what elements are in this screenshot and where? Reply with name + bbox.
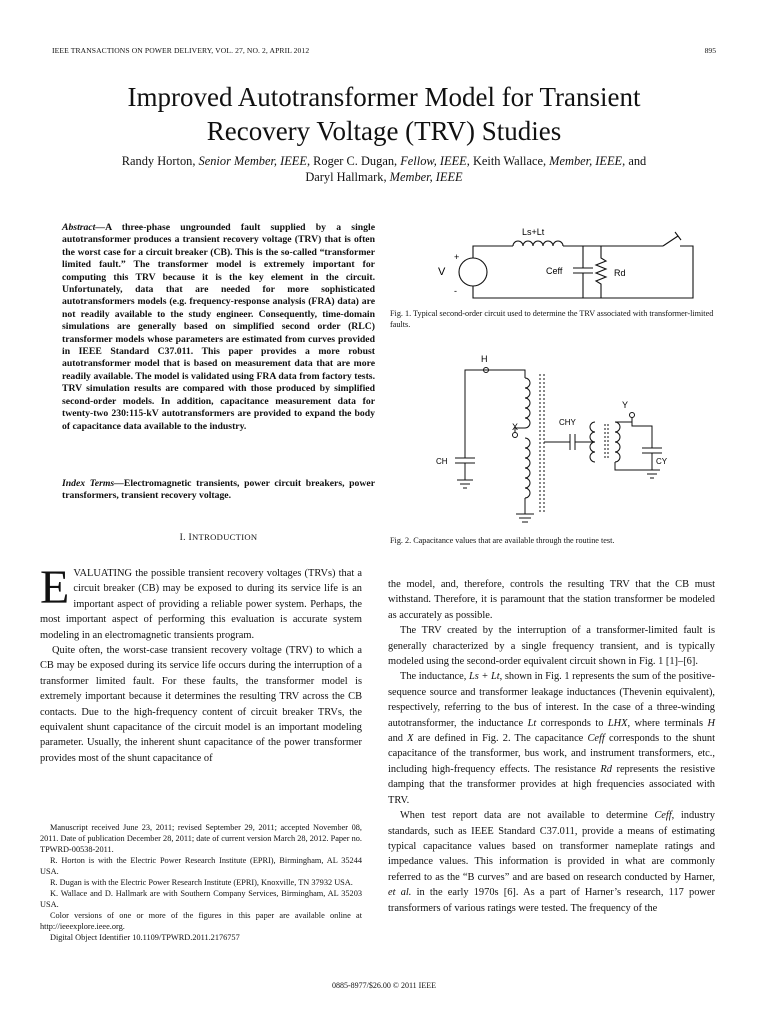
p2-text-a: The inductance, [400, 671, 469, 683]
author-and: , and [622, 154, 647, 168]
author-3-role: Member, IEEE [549, 154, 623, 168]
label-h: H [481, 354, 488, 364]
ground-cy [644, 470, 660, 478]
math-lt: Lt [527, 717, 537, 729]
terminal-x [513, 433, 518, 438]
ground-main [516, 514, 534, 522]
p2-text-h: represents the resistive damping that the transformer provides at high frequencies associated with TRV. [388, 763, 715, 806]
math-ceff-2: Ceff [654, 810, 672, 822]
drop-cap: E [40, 561, 70, 614]
author-1: Randy Horton, [121, 154, 196, 168]
p2-text-f: are defined in Fig. 2. The capacitance [413, 733, 588, 745]
label-x: X [512, 422, 519, 432]
paper-title [40, 80, 728, 148]
series-winding [525, 378, 530, 428]
figure-1-caption: Fig. 1. Typical second-order circuit used to determine the TRV associated with transformer-limited faults. [390, 309, 714, 329]
title-line-2: Recovery Voltage (TRV) Studies [206, 116, 562, 146]
right-paragraph-3 [388, 808, 715, 916]
abstract-text: A three-phase ungrounded fault supplied by a single autotransformer produces a transient recovery voltage (TRV) that is often the worst case for a circuit breaker (CB). This is the so-called “transformer limited fault.” The transformer model is extremely important for computing this TRV because it is the key element in the circuit. Unfortunately, data that are needed for more sophisticated autotransformers models (e.g. frequency-response analysis (FRA) data) are not readily available to the study engineer. Consequently, time-domain simulations are generally based on simplified second order (RLC) transformer models whose parameters are estimated from curves provided in IEEE Standard C37.011. This paper provides a more robust autotransformer model that is based on measurement data that are more readily available. The model is validated using FRA data from factory tests. TRV simulation results are compared with those produced by simplified second-order models. In addition, capacitance measurement data for twenty-two 230:115-kV autotransformers are provided to expand the body of capacitance data available to the industry. [62, 222, 375, 432]
right-paragraph-1: The TRV created by the interruption of a transformer-limited fault is generally characterized by a single frequency transient, and is typically modeled using the second-order equivalent circuit shown in Fig. 1 [1]–[6]. [388, 625, 715, 668]
index-terms [62, 478, 375, 503]
capacitor-ch [455, 458, 475, 463]
running-header: IEEE TRANSACTIONS ON POWER DELIVERY, VOL. 27, NO. 2, APRIL 2012 [52, 46, 310, 55]
label-y: Y [622, 400, 629, 410]
p2-text-c: corresponds to [536, 717, 608, 729]
inductor [513, 241, 563, 246]
et-al: et al. [388, 887, 412, 899]
label-chy: CHY [559, 418, 576, 427]
author-list: Randy Horton, Senior Member, IEEE, Roger C. Dugan, Fellow, IEEE, Keith Wallace, Member, IEEE, and Daryl Hallmark, Member, IEEE [121, 154, 647, 184]
math-lhx: LHX [607, 717, 628, 729]
author-3: Keith Wallace, [472, 154, 547, 168]
label-minus: - [454, 286, 457, 296]
abstract-lead: Abstract— [62, 222, 106, 233]
section-number: I. [179, 532, 186, 543]
common-winding [525, 438, 530, 498]
author-1-role: Senior Member, IEEE [198, 154, 307, 168]
p3-text-b: , industry standards, such as IEEE Standard C37.011, provide a means of estimating typical capacitance values based on transformer nameplate ratings and impedance values. This information is provided in what are commonly referred to as the “B curves” and are based on research conducted by Harner, [388, 810, 715, 883]
label-ch: CH [436, 457, 448, 466]
copyright-footer: 0885-8977/$26.00 © 2011 IEEE [332, 981, 436, 990]
figure-1-circuit [418, 222, 718, 304]
math-ls-lt: Ls + Lt [468, 671, 500, 683]
page-number: 895 [704, 46, 716, 55]
footnote-doi: Digital Object Identifier 10.1109/TPWRD.2011.2176757 [50, 933, 240, 942]
voltage-source [459, 258, 487, 286]
ground-ch [457, 480, 473, 488]
right-paragraph-2 [388, 669, 715, 808]
breaker-switch [663, 236, 678, 246]
label-plus: + [454, 252, 460, 262]
intro-text [40, 561, 362, 766]
abstract [62, 222, 375, 433]
terminal-y [630, 413, 635, 418]
intro-paragraph-1 [40, 561, 362, 643]
right-column-text [388, 577, 715, 916]
section-title-rest: NTRODUCTION [192, 532, 258, 542]
math-h: H [707, 717, 715, 729]
index-terms-lead: Index Terms— [62, 478, 124, 489]
author-4-role: Member, IEEE [389, 170, 463, 184]
footnote-dugan: R. Dugan is with the Electric Power Research Institute (EPRI), Knoxville, TN 37932 USA. [50, 878, 353, 887]
p2-text-g: corresponds to the shunt capacitance of the transformer, bus work, and instrument transformers, etc., including high-frequency effects. The resistance [388, 733, 715, 775]
figure-2-circuit [420, 352, 710, 530]
label-ceff: Ceff [546, 266, 563, 276]
section-title-first: I [188, 532, 193, 543]
footnote-color: Color versions of one or more of the figures in this paper are available online at http://ieeexplore.ieee.org. [40, 911, 362, 931]
resistor-rd [596, 246, 606, 298]
p2-text-e: and [388, 733, 408, 745]
label-rd: Rd [614, 268, 626, 278]
intro-first-word: VALUATING [73, 568, 133, 579]
author-4: Daryl Hallmark, [305, 170, 387, 184]
footnote-manuscript: Manuscript received June 23, 2011; revised September 29, 2011; accepted November 08, 2011. Date of publication December 28, 2011; date of current version March 28, 2012. Paper no. TPWRD-00538-2011. [40, 823, 362, 854]
right-paragraph-0: the model, and, therefore, controls the resulting TRV that the CB must withstand. Therefore, it is paramount that the station transformer be modeled as accurately as possible. [388, 579, 715, 621]
footnote-horton: R. Horton is with the Electric Power Research Institute (EPRI), Birmingham, AL 35244 USA. [40, 856, 362, 876]
math-x: X [407, 733, 414, 745]
p2-text-b: , shown in Fig. 1 represents the sum of the positive-sequence source and transformer leakage inductances (Thevenin equivalent), respectively, referring to the bus of interest. In the case of a three-winding autotransformer, the inductance [388, 671, 715, 729]
intro-p1-text: the possible transient recovery voltages (TRVs) that a circuit breaker (CB) may be exposed to during its service life is an important aspect of providing a reliable power system. Perhaps, the most important aspect of performing this evaluation is accurate system modeling in an electromagnetic transients program. [40, 568, 362, 641]
math-ceff: Ceff [587, 733, 605, 745]
section-heading [62, 532, 375, 543]
p3-text-a: When test report data are not available to determine [400, 810, 655, 822]
figure-2-caption: Fig. 2. Capacitance values that are available through the routine test. [390, 536, 615, 545]
capacitor-chy [570, 434, 575, 450]
author-2-role: Fellow, IEEE [400, 154, 467, 168]
p2-text-d: , where terminals [627, 717, 708, 729]
author-2: Roger C. Dugan, [313, 154, 398, 168]
footnotes [40, 822, 362, 943]
label-v: V [438, 266, 446, 278]
footnote-wallace: K. Wallace and D. Hallmark are with Southern Company Services, Birmingham, AL 35203 USA. [40, 889, 362, 909]
p3-text-c: in the early 1970s [6]. As a part of Harner’s research, 117 power transformers of various ratings were tested. The frequency of the [388, 887, 716, 914]
index-terms-text: Electromagnetic transients, power circuit breakers, power transformers, transient recovery voltage. [62, 478, 375, 502]
capacitor-cy [642, 448, 662, 453]
intro-paragraph-2: Quite often, the worst-case transient recovery voltage (TRV) to which a CB may be exposed during its service life occurs during the interruption of a transformer limited fault. For these faults, the transformer model is extremely important because it determines the resulting TRV across the CB contacts. Due to the high-frequency content of circuit breaker TRVs, the equivalent shunt capacitance of the circuit model is an important modeling parameter. Usually, the inherent shunt capacitance of the power transformer provides most of the shunt capacitance of [40, 645, 362, 764]
label-cy: CY [656, 457, 668, 466]
label-ls-lt: Ls+Lt [522, 227, 545, 237]
title-line-1: Improved Autotransformer Model for Transient [127, 82, 641, 112]
math-rd: Rd [600, 763, 612, 775]
